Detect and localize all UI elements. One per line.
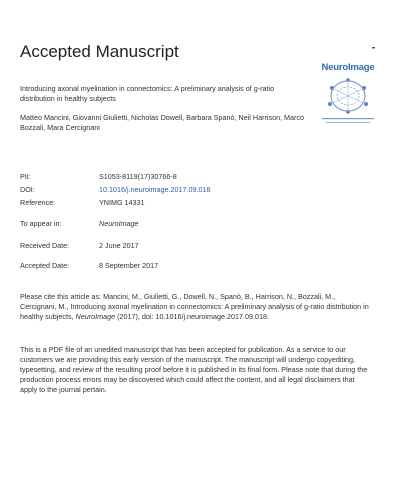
- reference-value: YNIMG 14331: [99, 198, 145, 207]
- doi-link[interactable]: 10.1016/j.neuroimage.2017.09.018: [99, 185, 211, 194]
- appear-label: To appear in:: [20, 219, 62, 228]
- article-title: Introducing axonal myelination in connectomics: A preliminary analysis of g-ratio distribution in healthy subjects: [20, 84, 275, 103]
- author-list: Matteo Mancini, Giovanni Giulietti, Nicholas Dowell, Barbara Spanò, Neil Harrison, Marco Bozzali, Mara Cercignani: [20, 113, 305, 132]
- appear-value: NeuroImage: [99, 219, 139, 228]
- accepted-label: Accepted Date:: [20, 261, 70, 270]
- citation-text-2: (2017), doi: 10.1016/j.neuroimage.2017.09.018.: [115, 312, 269, 321]
- received-value: 2 June 2017: [99, 241, 139, 250]
- disclaimer-paragraph: This is a PDF file of an unedited manuscript that has been accepted for publication. As a service to our customers we are providing this early version of the manuscript. The manuscript will undergo copyediting, typesetting, and review of the resulting proof before it is published in its final form. Please note that during the production process errors may be discovered which could affect the content, and all legal disclaimers that apply to the journal pertain.: [20, 345, 368, 394]
- reference-label: Reference:: [20, 198, 56, 207]
- citation-journal: NeuroImage: [75, 312, 116, 321]
- citation-text-1: Please cite this article as: Mancini, M., Giulietti, G., Dowell, N., Spanò, B., Harrison, N., Bozzali, M., Cercignani, M., Introducing axonal myelination in connectomics: A preliminary analysis of g-ratio distribution in healthy subjects,: [20, 292, 369, 321]
- pii-value: S1053-8119(17)30766-8: [99, 172, 177, 181]
- accepted-value: 8 September 2017: [99, 261, 159, 270]
- citation-paragraph: [20, 292, 372, 322]
- doi-label: DOI:: [20, 185, 35, 194]
- page-title: Accepted Manuscript: [20, 42, 179, 61]
- journal-name: NeuroImage: [321, 62, 375, 73]
- pii-label: PII:: [20, 172, 31, 181]
- received-label: Received Date:: [20, 241, 70, 250]
- journal-cover: [318, 44, 378, 129]
- cover-illustration: [318, 74, 378, 129]
